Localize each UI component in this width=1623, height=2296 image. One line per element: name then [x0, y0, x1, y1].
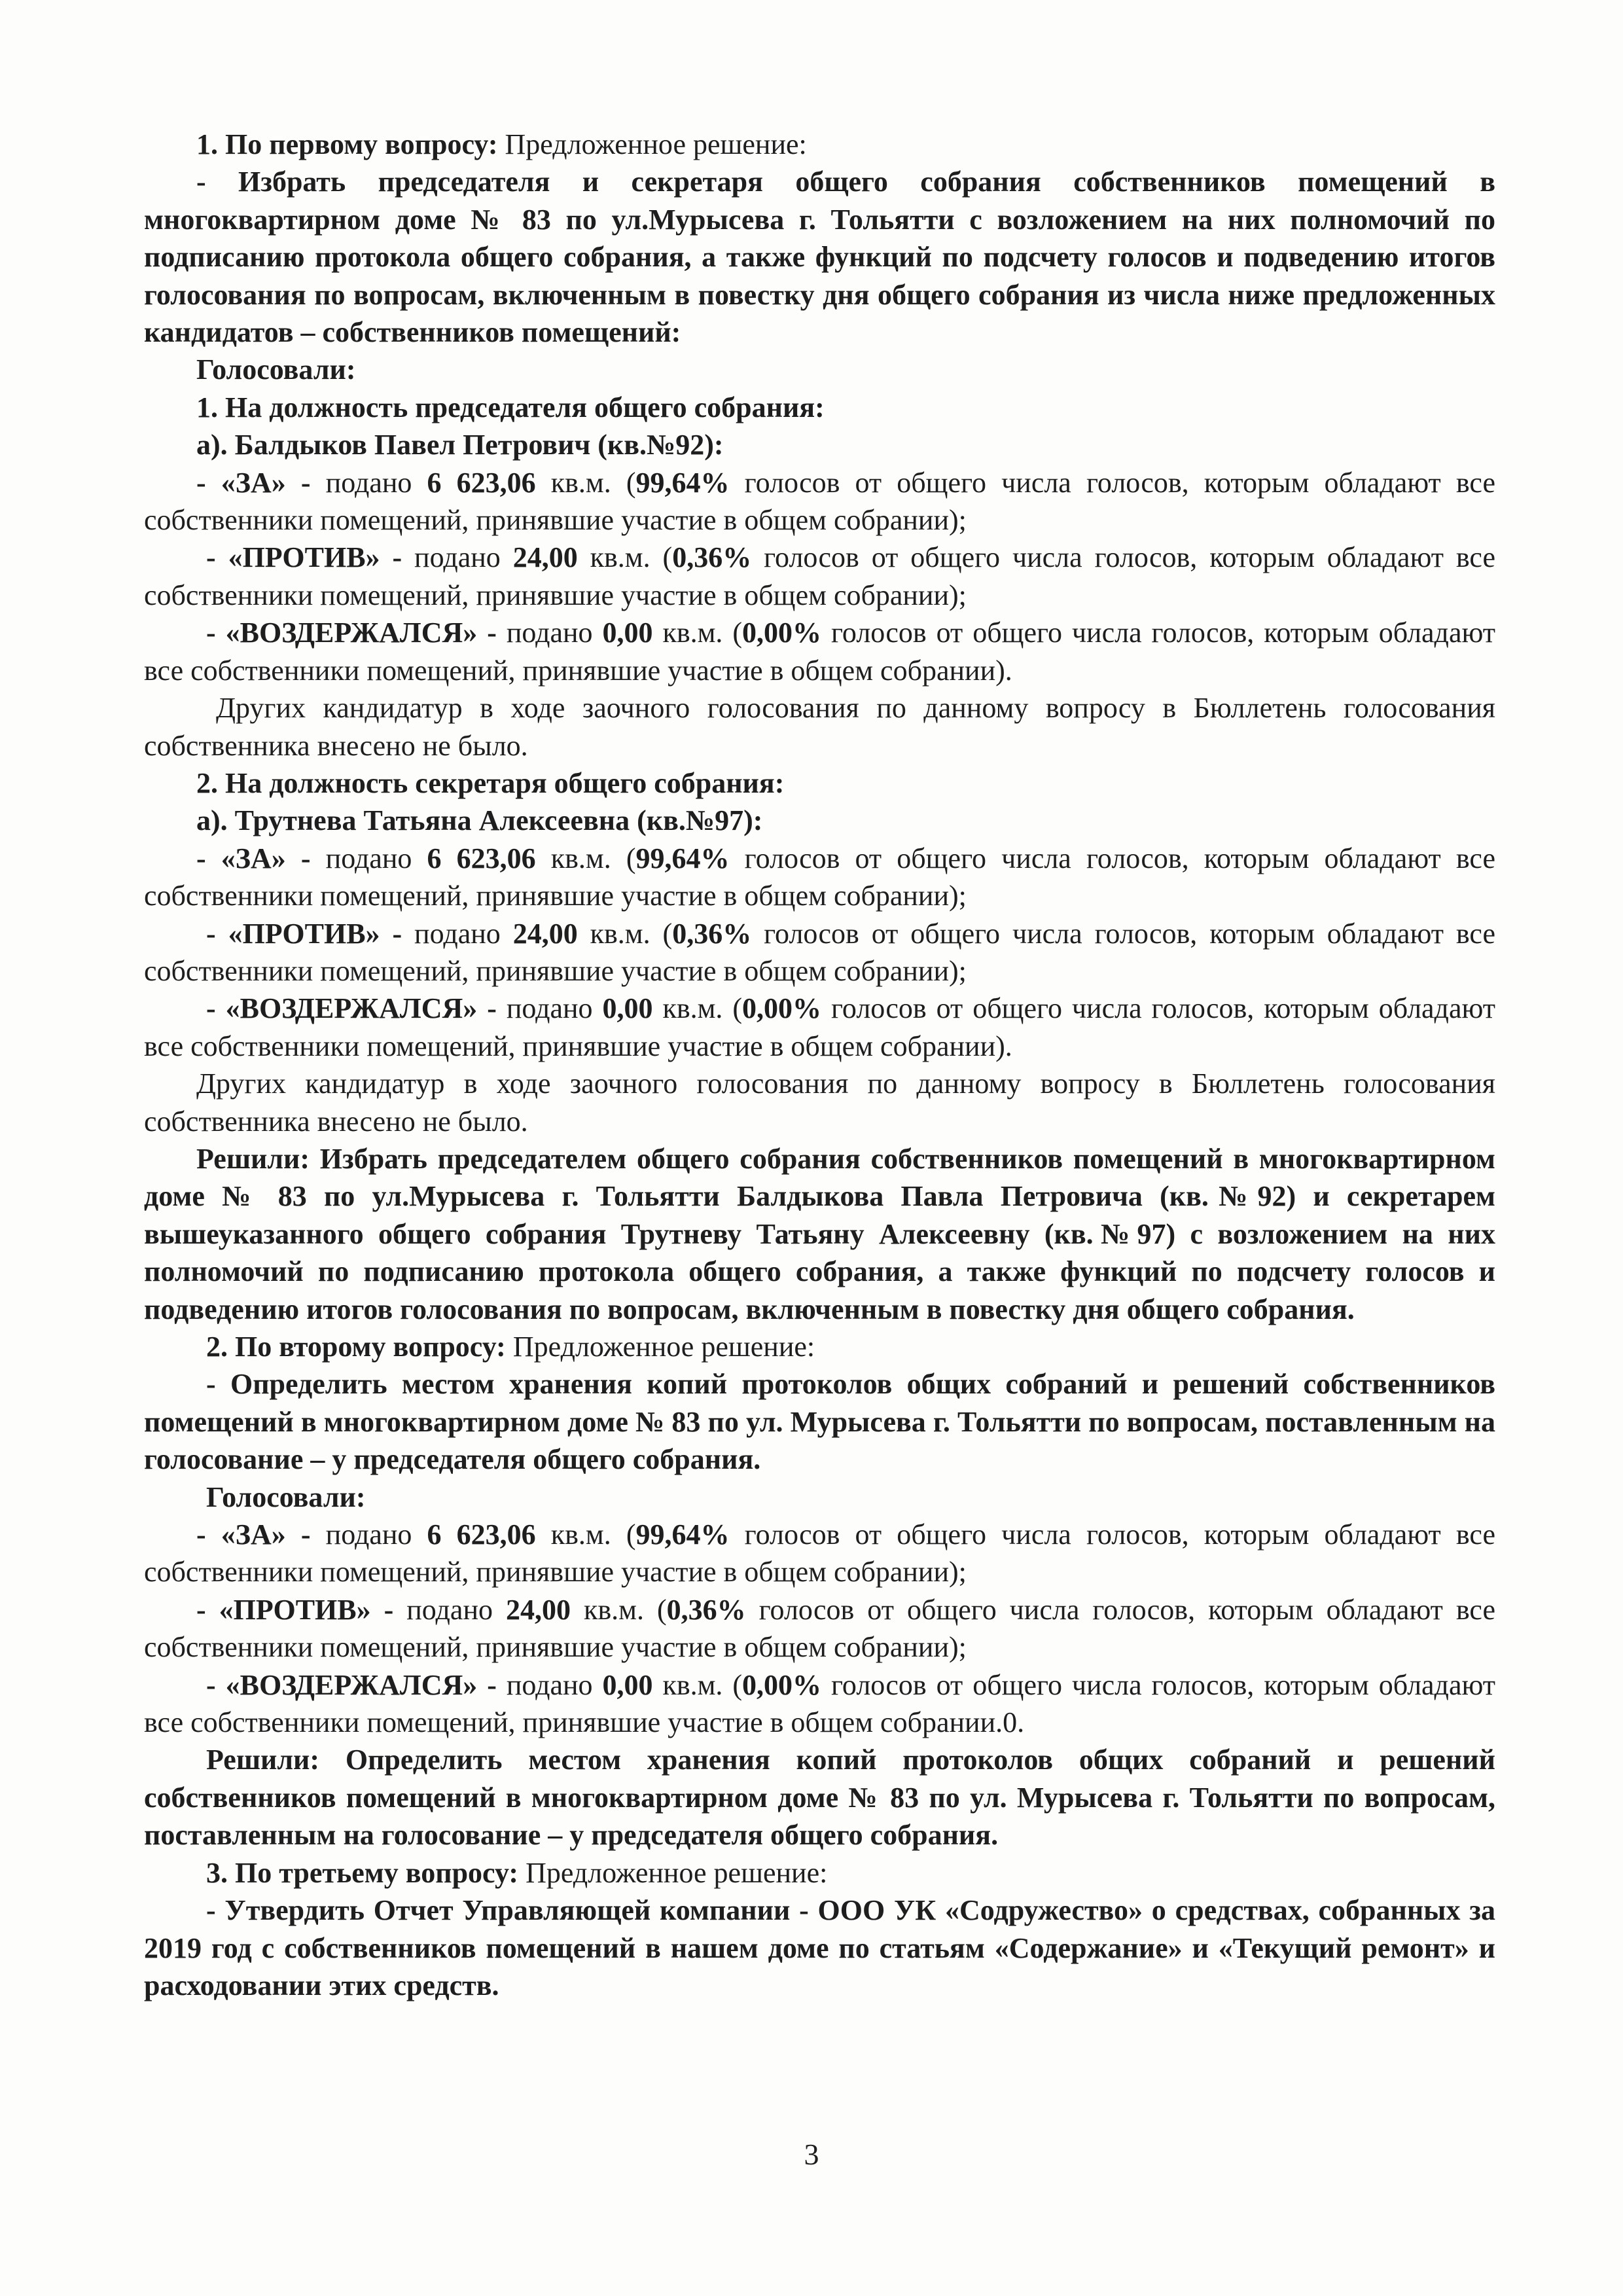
q3-heading-line	[144, 1854, 1495, 1892]
vote-percent: 0,36%	[672, 541, 752, 574]
vote-text: подано	[310, 842, 427, 874]
q1-sec-vote-against	[144, 915, 1495, 990]
q2-proposal: - Определить местом хранения копий протоколов общих собраний и решений собственников помещений в многоквартирном доме № 83 по ул. Мурысева г. Тольятти по вопросам, поставленным на голосование – у председателя общего собрания.	[144, 1368, 1495, 1476]
q3-proposed: Предложенное решение:	[518, 1856, 828, 1889]
vote-area: 6 623,06	[427, 1518, 536, 1551]
q2-voted: Голосовали:	[206, 1480, 366, 1513]
vote-area: 6 623,06	[427, 466, 536, 499]
q2-proposed: Предложенное решение:	[505, 1331, 815, 1363]
vote-text: голосов от общего числа голосов, которым обладают все собственники помещений, принявшие участие в общем собрании).	[144, 617, 1495, 687]
vote-text: подано	[496, 1668, 603, 1701]
vote-label: - «ВОЗДЕРЖАЛСЯ» -	[206, 1668, 497, 1701]
q2-vote-abstain	[144, 1666, 1495, 1742]
vote-area: 24,00	[512, 917, 578, 950]
document-body	[144, 126, 1495, 2004]
q3-proposal: - Утвердить Отчет Управляющей компании - ООО УК «Содружество» о средствах, собранных за 2019 год с собственников помещений в нашем доме по статьям «Содержание» и «Текущий ремонт» и расходовании этих средств.	[144, 1894, 1495, 2001]
q1-voted: Голосовали:	[196, 353, 356, 386]
vote-label: - «ЗА» -	[196, 466, 311, 499]
vote-text: подано	[310, 1518, 427, 1551]
vote-percent: 99,64%	[635, 1518, 730, 1551]
vote-text: кв.м. (	[652, 617, 743, 649]
q1-heading: 1. По первому вопросу:	[196, 128, 498, 160]
vote-text: подано	[402, 917, 513, 950]
vote-text: кв.м. (	[535, 842, 636, 874]
vote-text: подано	[393, 1593, 506, 1626]
vote-text: голосов от общего числа голосов, которым обладают все собственники помещений, принявшие участие в общем собрании.0.	[144, 1668, 1495, 1739]
vote-label: - «ЗА» -	[196, 842, 311, 874]
vote-label: - «ПРОТИВ» -	[206, 541, 402, 574]
vote-text: голосов от общего числа голосов, которым обладают все собственники помещений, принявшие участие в общем собрании);	[144, 842, 1495, 912]
q1-chair-candidate: а). Балдыков Павел Петрович (кв.№92):	[196, 429, 724, 461]
q2-vote-za	[144, 1516, 1495, 1591]
page-number: 3	[804, 2138, 819, 2171]
q1-secretary-heading: 2. На должность секретаря общего собрания:	[196, 766, 785, 799]
vote-area: 0,00	[602, 1668, 653, 1701]
vote-text: кв.м. (	[535, 1518, 636, 1551]
q1-proposed: Предложенное решение:	[497, 128, 807, 160]
vote-label: - «ПРОТИВ» -	[206, 917, 402, 950]
q1-heading-line	[144, 126, 1495, 163]
vote-area: 24,00	[512, 541, 578, 574]
vote-percent: 0,36%	[666, 1593, 746, 1626]
vote-text: кв.м. (	[577, 541, 673, 574]
q1-sec-vote-za	[144, 840, 1495, 915]
vote-label: - «ВОЗДЕРЖАЛСЯ» -	[206, 617, 497, 649]
vote-text: кв.м. (	[570, 1593, 667, 1626]
vote-label: - «ПРОТИВ» -	[196, 1593, 394, 1626]
vote-percent: 0,00%	[742, 1668, 822, 1701]
vote-text: кв.м. (	[577, 917, 673, 950]
vote-text: подано	[496, 992, 603, 1025]
q2-heading-line	[144, 1328, 1495, 1365]
vote-percent: 99,64%	[635, 466, 730, 499]
vote-percent: 0,00%	[742, 617, 822, 649]
q1-proposal: - Избрать председателя и секретаря общего собрания собственников помещений в многоквартирном доме № 83 по ул.Мурысева г. Тольятти с возложением на них полномочий по подписанию протокола общего собрания, а также функций по подсчету голосов и подведению итогов голосования по вопросам, включенным в повестку дня общего собрания из числа ниже предложенных кандидатов – собственников помещений:	[144, 166, 1495, 349]
vote-text: голосов от общего числа голосов, которым обладают все собственники помещений, принявшие участие в общем собрании);	[144, 1518, 1495, 1588]
q2-vote-against	[144, 1591, 1495, 1666]
vote-text: голосов от общего числа голосов, которым обладают все собственники помещений, принявшие участие в общем собрании);	[144, 1593, 1495, 1664]
vote-area: 0,00	[602, 992, 653, 1025]
vote-text: голосов от общего числа голосов, которым обладают все собственники помещений, принявшие участие в общем собрании);	[144, 541, 1495, 611]
vote-text: голосов от общего числа голосов, которым обладают все собственники помещений, принявшие участие в общем собрании).	[144, 992, 1495, 1062]
q3-heading: 3. По третьему вопросу:	[206, 1856, 519, 1889]
q2-heading: 2. По второму вопросу:	[206, 1331, 506, 1363]
vote-area: 6 623,06	[427, 842, 536, 874]
q1-chair-other: Других кандидатур в ходе заочного голосования по данному вопросу в Бюллетень голосования собственника внесено не было.	[144, 692, 1495, 762]
vote-text: кв.м. (	[652, 992, 743, 1025]
vote-percent: 0,36%	[672, 917, 752, 950]
vote-text: кв.м. (	[535, 466, 636, 499]
q1-decision: Решили: Избрать председателем общего собрания собственников помещений в многоквартирном доме № 83 по ул.Мурысева г. Тольятти Балдыкова Павла Петровича (кв.№92) и секретарем вышеуказанного общего собрания Трутневу Татьяну Алексеевну (кв.№97) с возложением на них полномочий по подписанию протокола общего собрания, а также функций по подсчету голосов и подведению итогов голосования по вопросам, включенным в повестку дня общего собрания.	[144, 1142, 1495, 1325]
q1-sec-other: Других кандидатур в ходе заочного голосования по данному вопросу в Бюллетень голосования собственника внесено не было.	[144, 1067, 1495, 1138]
q1-chair-vote-za	[144, 464, 1495, 539]
q1-secretary-candidate: а). Трутнева Татьяна Алексеевна (кв.№97):	[196, 804, 763, 837]
q2-decision: Решили: Определить местом хранения копий протоколов общих собраний и решений собственников помещений в многоквартирном доме № 83 по ул. Мурысева г. Тольятти по вопросам, поставленным на голосование – у председателя общего собрания.	[144, 1744, 1495, 1852]
vote-text: подано	[402, 541, 513, 574]
vote-text: голосов от общего числа голосов, которым обладают все собственники помещений, принявшие участие в общем собрании);	[144, 917, 1495, 987]
vote-area: 24,00	[505, 1593, 571, 1626]
q1-sec-vote-abstain	[144, 990, 1495, 1065]
vote-text: подано	[310, 466, 427, 499]
vote-text: подано	[496, 617, 603, 649]
q1-chair-heading: 1. На должность председателя общего собрания:	[196, 391, 825, 423]
vote-text: кв.м. (	[652, 1668, 743, 1701]
q1-chair-vote-abstain	[144, 614, 1495, 689]
vote-percent: 99,64%	[635, 842, 730, 874]
vote-label: - «ВОЗДЕРЖАЛСЯ» -	[206, 992, 497, 1025]
vote-area: 0,00	[602, 617, 653, 649]
q1-chair-vote-against	[144, 539, 1495, 614]
vote-label: - «ЗА» -	[196, 1518, 311, 1551]
vote-percent: 0,00%	[742, 992, 822, 1025]
vote-text: голосов от общего числа голосов, которым обладают все собственники помещений, принявшие участие в общем собрании);	[144, 466, 1495, 537]
